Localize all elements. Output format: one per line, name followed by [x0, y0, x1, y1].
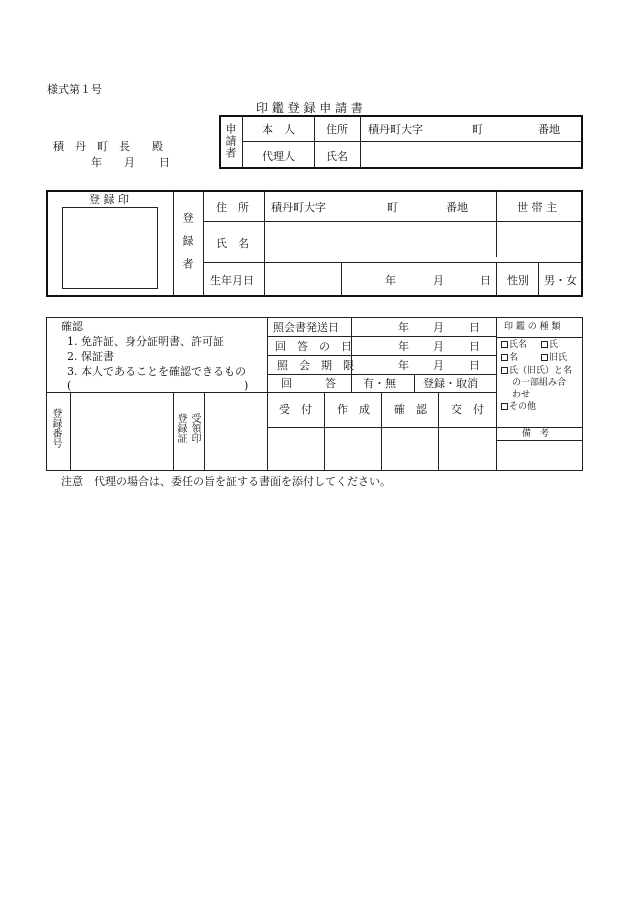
sex-value[interactable]: 男・女: [544, 274, 577, 287]
inquiry-reply-day: 日: [469, 340, 480, 353]
reg-name-field[interactable]: [265, 222, 495, 261]
date-day: 日: [159, 156, 170, 169]
opt-other[interactable]: [501, 403, 536, 412]
birth-day: 日: [480, 274, 491, 287]
confirm-paren-close: ): [244, 379, 249, 392]
sex-label: 性別: [507, 274, 529, 287]
step-issue: 交 付: [451, 403, 484, 416]
reg-address-prefix: 積丹町大字: [271, 201, 326, 214]
applicant-address-label: 住所: [326, 123, 348, 136]
checkbox-icon: [501, 403, 508, 410]
inquiry-reply-month: 月: [433, 340, 444, 353]
receipt-label: 受領印: [189, 413, 200, 443]
opt-given-label: 名: [509, 353, 519, 363]
inquiry-reply-year: 年: [398, 340, 409, 353]
opt-partial[interactable]: [501, 367, 572, 376]
opt-fullname-label: 氏名: [509, 340, 528, 350]
reg-lot: 番地: [446, 201, 468, 214]
inquiry-sent-day: 日: [469, 321, 480, 334]
confirm-heading: 確認: [61, 320, 83, 333]
seal-area[interactable]: [62, 207, 158, 289]
inquiry-sent-month: 月: [433, 321, 444, 334]
opt-fullname[interactable]: [501, 341, 527, 350]
birth-year: 年: [385, 274, 396, 287]
seal-label: 登 録 印: [89, 193, 129, 206]
checkbox-icon: [501, 354, 508, 361]
opt-surname[interactable]: [541, 341, 558, 350]
checkbox-icon: [501, 341, 508, 348]
opt-partial-label: 氏（旧氏）と名: [509, 366, 573, 376]
step-confirm: 確 認: [394, 403, 427, 416]
agent-label: 代理人: [262, 150, 295, 163]
confirm-paren-open: (: [67, 379, 72, 392]
reg-town: 町: [387, 201, 398, 214]
opt-old-surname[interactable]: [541, 354, 567, 363]
principal-label: 本 人: [262, 123, 295, 136]
birth-label: 生年月日: [210, 274, 254, 287]
inquiry-sent-label: 照会書発送日: [273, 321, 339, 334]
checkbox-icon: [541, 354, 548, 361]
checkbox-icon: [501, 367, 508, 374]
date-year: 年: [91, 156, 102, 169]
registrant-label: 登録者: [181, 212, 194, 281]
opt-other-label: その他: [509, 402, 537, 412]
inquiry-deadline-year: 年: [398, 359, 409, 372]
reg-address-label: 住 所: [216, 201, 249, 214]
birth-month: 月: [433, 274, 444, 287]
note: 注意 代理の場合は、委任の旨を証する書面を添付してください。: [61, 475, 391, 488]
inquiry-deadline-day: 日: [469, 359, 480, 372]
confirm-item-3: 3. 本人であることを確認できるもの: [67, 365, 246, 378]
date-month: 月: [124, 156, 135, 169]
opt-partial-line3: わせ: [512, 390, 531, 400]
householder-label: 世 帯 主: [517, 201, 557, 214]
applicant-name-label: 氏名: [326, 150, 348, 163]
applicant-side-label: 申請者: [224, 123, 237, 159]
opt-old-surname-label: 旧氏: [549, 353, 568, 363]
applicant-address-prefix: 積丹町大字: [368, 123, 423, 136]
answer-label: 回 答: [281, 377, 336, 390]
confirm-item-1: 1. 免許証、身分証明書、許可証: [67, 335, 224, 348]
applicant-name-field[interactable]: [361, 142, 581, 167]
inquiry-deadline-label: 照 会 期 限: [277, 359, 354, 372]
opt-partial-line2: の一部組み合: [512, 378, 567, 388]
remarks-label: 備 考: [522, 429, 550, 439]
addressee: 積 丹 町 長 殿: [53, 140, 163, 153]
checkbox-icon: [541, 341, 548, 348]
inquiry-deadline-month: 月: [433, 359, 444, 372]
confirm-item-2: 2. 保証書: [67, 350, 114, 363]
opt-given[interactable]: [501, 354, 518, 363]
applicant-lot: 番地: [538, 123, 560, 136]
opt-surname-label: 氏: [549, 340, 559, 350]
answer-value[interactable]: 有・無: [363, 377, 396, 390]
step-creation: 作 成: [337, 403, 370, 416]
applicant-town: 町: [472, 123, 483, 136]
reg-name-label: 氏 名: [216, 237, 249, 250]
inquiry-sent-year: 年: [398, 321, 409, 334]
seal-types-heading: 印 鑑 の 種 類: [504, 322, 561, 332]
form-number: 様式第１号: [47, 83, 102, 96]
cert-label: 登録証: [175, 413, 186, 443]
reg-cancel[interactable]: 登録・取消: [423, 377, 478, 390]
inquiry-reply-label: 回 答 の 日: [275, 340, 352, 353]
page-title: 印 鑑 登 録 申 請 書: [256, 101, 363, 115]
reg-number-label: 登録番号: [50, 408, 61, 448]
step-reception: 受 付: [279, 403, 312, 416]
